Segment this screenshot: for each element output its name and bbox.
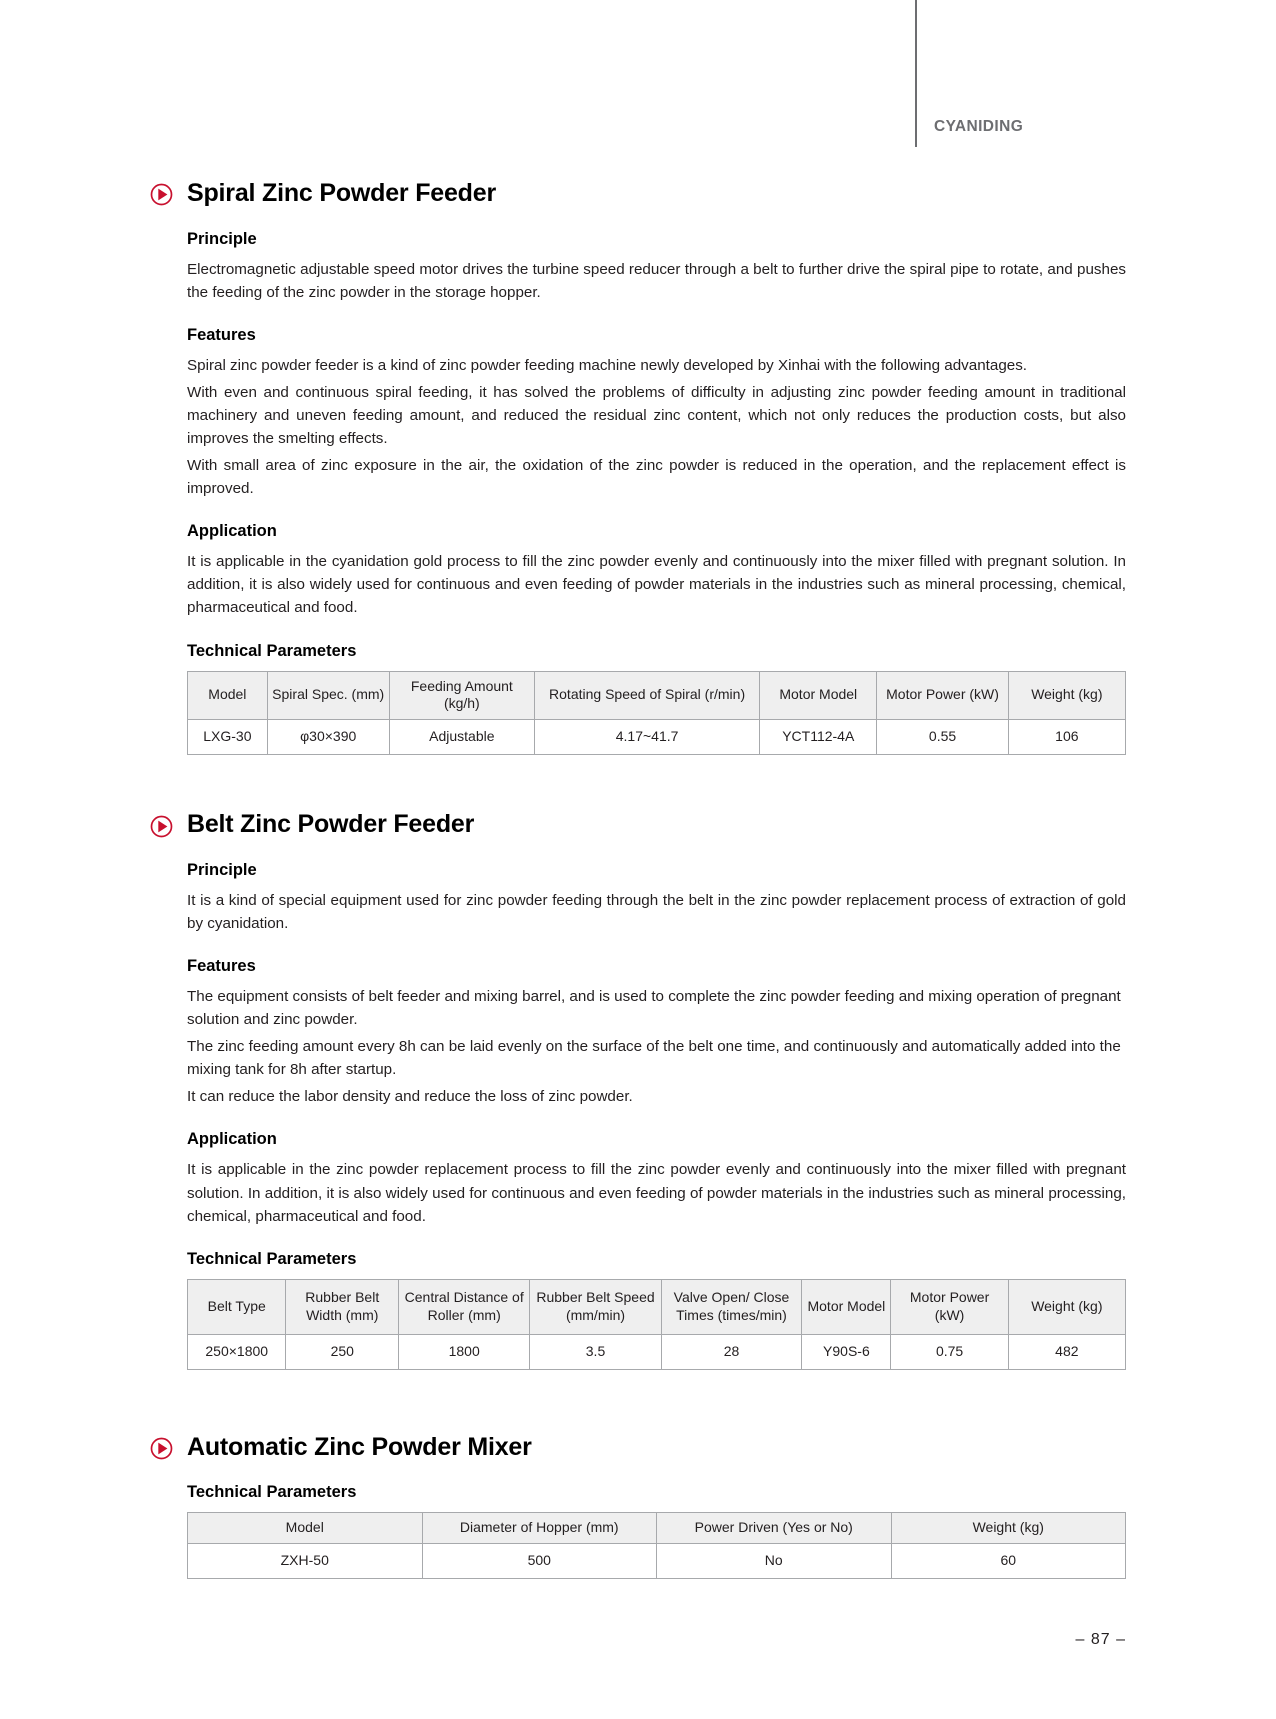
table-cell: Adjustable (389, 720, 534, 755)
table-cell: 250×1800 (188, 1334, 286, 1369)
table-header-cell: Rubber Belt Width (mm) (286, 1279, 399, 1334)
subheading-principle: Principle (187, 229, 257, 248)
section-body (187, 230, 1126, 756)
header-divider-line (915, 0, 917, 147)
subheading-technical-parameters: Technical Parameters (187, 641, 357, 660)
section-spiral-zinc-powder-feeder (150, 180, 1126, 755)
red-circle-play-icon (150, 1437, 173, 1460)
table-cell: 3.5 (530, 1334, 661, 1369)
table-cell: 106 (1008, 720, 1125, 755)
section-title: Automatic Zinc Powder Mixer (187, 1432, 532, 1461)
table-header-cell: Rotating Speed of Spiral (r/min) (535, 671, 760, 720)
section-title: Belt Zinc Powder Feeder (187, 810, 475, 839)
table-header-row (188, 1279, 1126, 1334)
subheading-principle: Principle (187, 860, 257, 879)
red-circle-play-icon (150, 815, 173, 838)
section-automatic-zinc-powder-mixer (150, 1434, 1126, 1579)
table-header-cell: Model (188, 1513, 423, 1544)
table-row (188, 1544, 1126, 1579)
section-title: Spiral Zinc Powder Feeder (187, 179, 496, 207)
section-body (187, 861, 1126, 1370)
features-paragraph: With even and continuous spiral feeding, it has solved the problems of difficulty in adjusting zinc powder feeding amount in traditional machinery and uneven feeding amount, and reduced the residual zinc content, which not only reduces the production costs, but also improves the smelting effects. (187, 383, 1126, 447)
table-cell: 0.75 (891, 1334, 1008, 1369)
features-paragraph: It can reduce the labor density and reduce the loss of zinc powder. (187, 1088, 633, 1106)
page-number-footer: – 87 – (1075, 1631, 1126, 1648)
features-paragraph: Spiral zinc powder feeder is a kind of zinc powder feeding machine newly developed by Xinhai with the following advantages. (187, 356, 1028, 374)
table-cell: 482 (1008, 1334, 1125, 1369)
table-cell: 500 (422, 1544, 657, 1579)
features-paragraph: With small area of zinc exposure in the air, the oxidation of the zinc powder is reduced in the operation, and the replacement effect is improved. (187, 457, 1126, 498)
subheading-technical-parameters: Technical Parameters (187, 1249, 357, 1268)
section-heading (150, 811, 1126, 839)
table-cell: 0.55 (877, 720, 1008, 755)
table-header-cell: Motor Power (kW) (877, 671, 1008, 720)
table-header-cell: Valve Open/ Close Times (times/min) (661, 1279, 802, 1334)
table-cell: LXG-30 (188, 720, 268, 755)
table-header-cell: Spiral Spec. (mm) (267, 671, 389, 720)
table-cell: No (657, 1544, 892, 1579)
technical-parameters-table (187, 1512, 1126, 1579)
table-cell: ZXH-50 (188, 1544, 423, 1579)
table-header-cell: Rubber Belt Speed (mm/min) (530, 1279, 661, 1334)
table-cell: 250 (286, 1334, 399, 1369)
header-chapter-label: CYANIDING (934, 118, 1024, 135)
table-header-cell: Central Distance of Roller (mm) (399, 1279, 530, 1334)
table-header-cell: Weight (kg) (1008, 671, 1125, 720)
principle-paragraph: It is a kind of special equipment used for zinc powder feeding through the belt in the zinc powder replacement process of extraction of gold by cyanidation. (187, 891, 1126, 932)
table-header-cell: Motor Power (kW) (891, 1279, 1008, 1334)
table-header-cell: Motor Model (802, 1279, 891, 1334)
section-spacer (150, 755, 1126, 811)
table-row (188, 720, 1126, 755)
table-header-cell: Diameter of Hopper (mm) (422, 1513, 657, 1544)
application-paragraph: It is applicable in the zinc powder replacement process to fill the zinc powder evenly and continuously into the mixer filled with pregnant solution. In addition, it is also widely used for continuous and even feeding of powder materials in the industries such as mineral processing, chemical, pharmaceutical and food. (187, 1161, 1126, 1225)
table-cell: 4.17~41.7 (535, 720, 760, 755)
document-content (150, 180, 1126, 1579)
table-cell: φ30×390 (267, 720, 389, 755)
technical-parameters-table (187, 1279, 1126, 1370)
table-header-cell: Weight (kg) (1008, 1279, 1125, 1334)
table-cell: Y90S-6 (802, 1334, 891, 1369)
principle-paragraph: Electromagnetic adjustable speed motor drives the turbine speed reducer through a belt to further drive the spiral pipe to rotate, and pushes the feeding of the zinc powder in the storage hopper. (187, 260, 1126, 301)
table-header-cell: Feeding Amount (kg/h) (389, 671, 534, 720)
subheading-technical-parameters: Technical Parameters (187, 1483, 357, 1502)
table-cell: 60 (891, 1544, 1126, 1579)
subheading-features: Features (187, 956, 256, 975)
technical-parameters-table (187, 671, 1126, 756)
table-row (188, 1334, 1126, 1369)
table-header-row (188, 671, 1126, 720)
table-header-cell: Weight (kg) (891, 1513, 1126, 1544)
table-cell: YCT112-4A (760, 720, 877, 755)
table-header-row (188, 1513, 1126, 1544)
table-header-cell: Model (188, 671, 268, 720)
table-header-cell: Belt Type (188, 1279, 286, 1334)
features-paragraph: The zinc feeding amount every 8h can be laid evenly on the surface of the belt one time, and continuously and automatically added into the mixing tank for 8h after startup. (187, 1038, 1121, 1079)
subheading-application: Application (187, 1130, 277, 1149)
subheading-features: Features (187, 325, 256, 344)
table-cell: 28 (661, 1334, 802, 1369)
features-paragraph: The equipment consists of belt feeder and mixing barrel, and is used to complete the zinc powder feeding and mixing operation of pregnant solution and zinc powder. (187, 987, 1121, 1029)
table-cell: 1800 (399, 1334, 530, 1369)
red-circle-play-icon (150, 183, 173, 206)
subheading-application: Application (187, 522, 277, 541)
table-header-cell: Motor Model (760, 671, 877, 720)
table-header-cell: Power Driven (Yes or No) (657, 1513, 892, 1544)
application-paragraph: It is applicable in the cyanidation gold process to fill the zinc powder evenly and continuously into the mixer filled with pregnant solution. In addition, it is also widely used for continuous and even feeding of powder materials in the industries such as mineral processing, chemical, pharmaceutical and food. (187, 553, 1126, 617)
section-body (187, 1483, 1126, 1579)
section-heading (150, 1434, 1126, 1462)
page-header (0, 0, 1276, 150)
section-heading (150, 180, 1126, 208)
section-spacer (150, 1370, 1126, 1434)
section-belt-zinc-powder-feeder (150, 811, 1126, 1369)
